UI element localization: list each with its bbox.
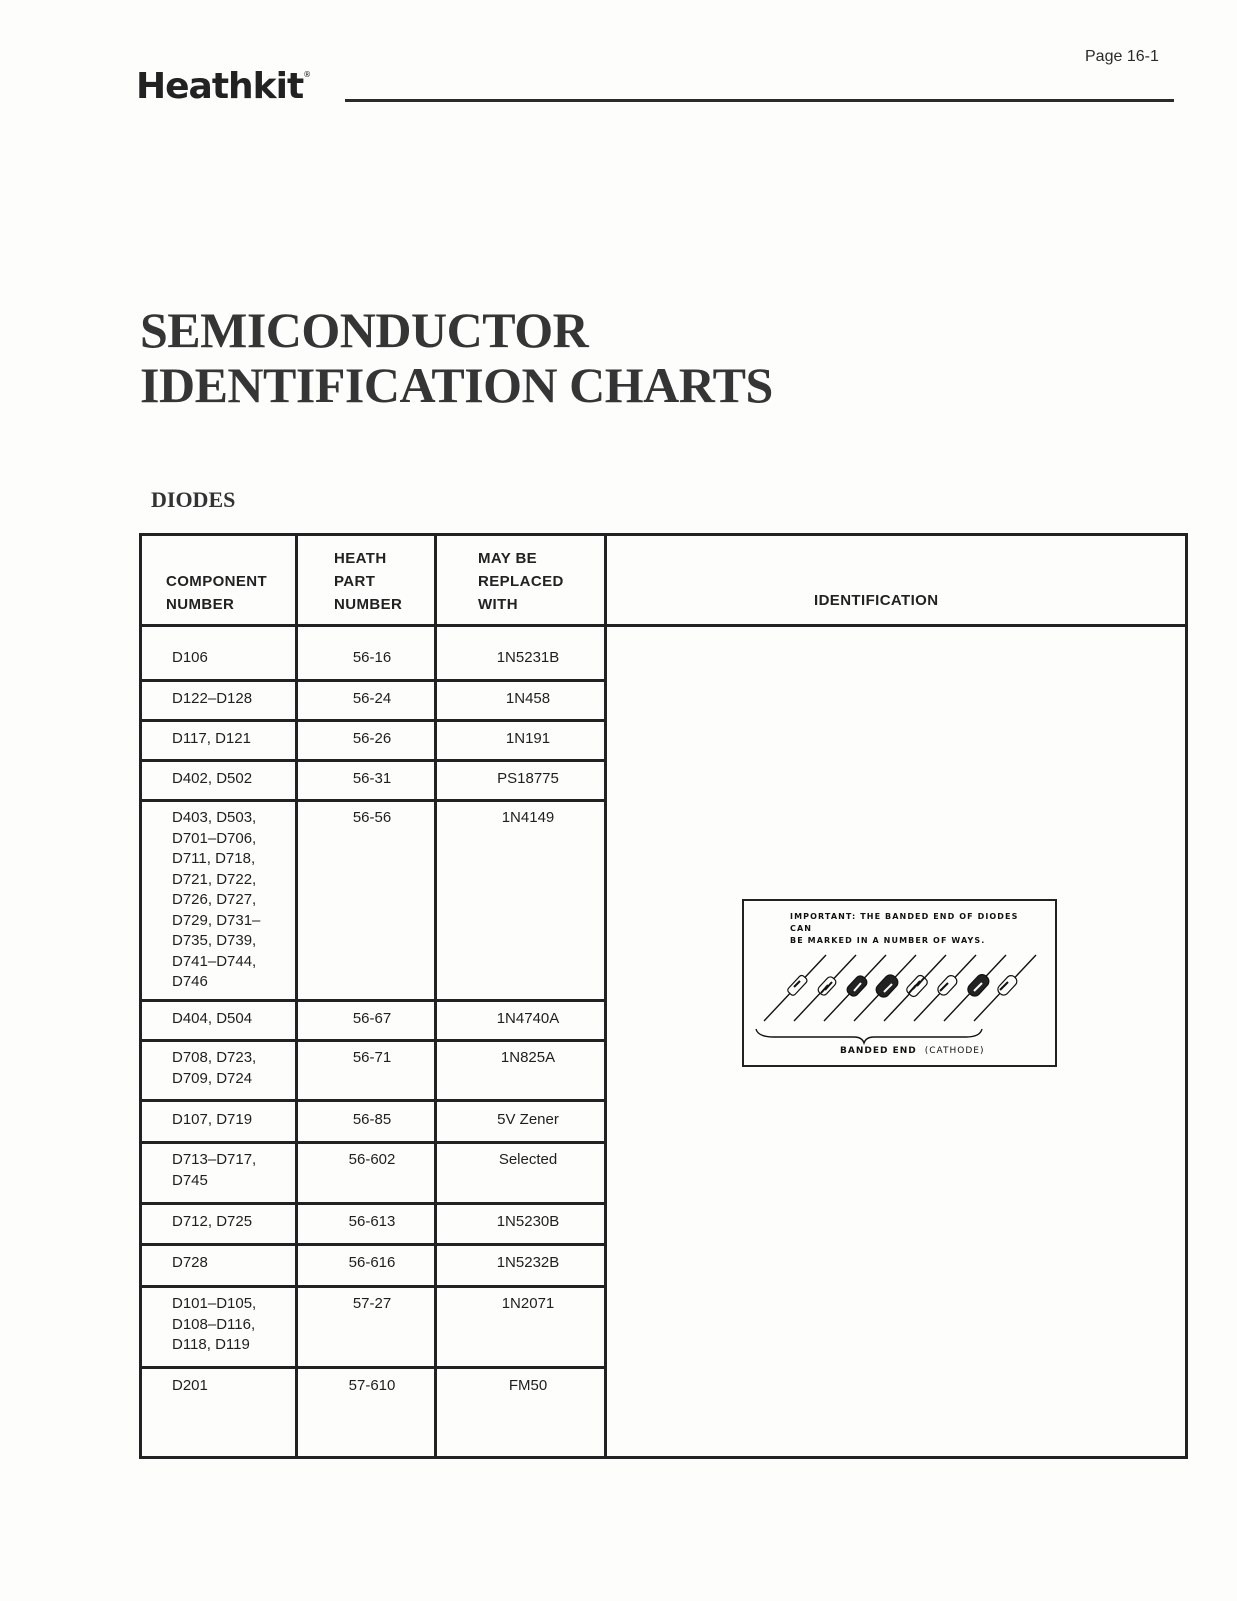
part-number: 56-56 (352, 809, 392, 826)
registered-mark: ® (303, 70, 311, 79)
part-number: 56-31 (352, 770, 392, 787)
component-number: D708, D723, D709, D724 (172, 1049, 257, 1087)
component-number: D728 (172, 1254, 208, 1271)
replacement: 1N4740A (496, 1010, 560, 1027)
component-number: D117, D121 (172, 730, 251, 747)
row-divider (142, 999, 607, 1002)
header-rule (142, 624, 1185, 627)
replacement: 1N5232B (496, 1254, 560, 1271)
component-number: D713–D717, D745 (172, 1151, 257, 1189)
component-number: D101–D105, D108–D116, D118, D119 (172, 1295, 257, 1353)
part-number: 56-16 (352, 649, 392, 666)
part-number: 57-27 (352, 1295, 392, 1312)
row-divider (142, 1243, 607, 1246)
part-number: 56-24 (352, 690, 392, 707)
diode-marking-illustration (742, 899, 1057, 1067)
replacement: 5V Zener (497, 1111, 559, 1128)
row-divider (142, 719, 607, 722)
row-divider (142, 1141, 607, 1144)
replacement: 1N4149 (501, 809, 555, 826)
replacement: PS18775 (497, 770, 559, 787)
part-number: 56-71 (352, 1049, 392, 1066)
replacement: 1N5230B (496, 1213, 560, 1230)
banded-end-label: BANDED END (CATHODE) (840, 1046, 985, 1056)
component-number: D201 (172, 1377, 208, 1394)
row-divider (142, 1099, 607, 1102)
replacement: 1N458 (505, 690, 551, 707)
section-title: DIODES (151, 487, 236, 512)
component-number: D712, D725 (172, 1213, 253, 1230)
replacement: 1N5231B (496, 649, 560, 666)
component-number: D403, D503, D701–D706, D711, D718, D721, D722, D726, D727, D729, D731– D735, D739, D741–D744, D746 (172, 809, 261, 990)
component-number: D107, D719 (172, 1111, 253, 1128)
part-number: 56-67 (352, 1010, 392, 1027)
page-number: Page 16-1 (1085, 48, 1159, 65)
page-title (140, 303, 773, 413)
replacement: 1N825A (500, 1049, 556, 1066)
row-divider (142, 1366, 607, 1369)
replacement: 1N2071 (501, 1295, 555, 1312)
part-number: 56-616 (348, 1254, 396, 1271)
banded-end-note: IMPORTANT: THE BANDED END OF DIODES CAN BE MARKED IN A NUMBER OF WAYS. (790, 912, 1019, 945)
component-number: D404, D504 (172, 1010, 253, 1027)
header-identification: IDENTIFICATION (814, 592, 939, 609)
component-number: D402, D502 (172, 770, 253, 787)
row-divider (142, 1285, 607, 1288)
row-divider (142, 1039, 607, 1042)
replacement: 1N191 (505, 730, 551, 747)
row-divider (142, 679, 607, 682)
part-number: 56-26 (352, 730, 392, 747)
row-divider (142, 759, 607, 762)
component-number: D106 (172, 649, 208, 666)
component-number: D122–D128 (172, 690, 253, 707)
part-number: 56-613 (348, 1213, 396, 1230)
replacement: Selected (498, 1151, 558, 1168)
header-heath-part-number: HEATH PART NUMBER (334, 550, 403, 613)
title-line-1: SEMICONDUCTOR (140, 302, 589, 358)
part-number: 56-85 (352, 1111, 392, 1128)
column-divider (434, 536, 437, 1456)
heathkit-logo (136, 66, 310, 107)
replacement: FM50 (508, 1377, 548, 1394)
column-divider (604, 536, 607, 1456)
header-replacement: MAY BE REPLACED WITH (478, 550, 564, 613)
logo-text: Heathkit (136, 66, 304, 107)
title-line-2: IDENTIFICATION CHARTS (140, 357, 773, 413)
header-rule (345, 99, 1174, 102)
row-divider (142, 1202, 607, 1205)
diode-drawings-icon (744, 901, 1059, 1069)
part-number: 56-602 (348, 1151, 396, 1168)
row-divider (142, 799, 607, 802)
part-number: 57-610 (348, 1377, 396, 1394)
header-component-number: COMPONENT NUMBER (166, 573, 268, 613)
